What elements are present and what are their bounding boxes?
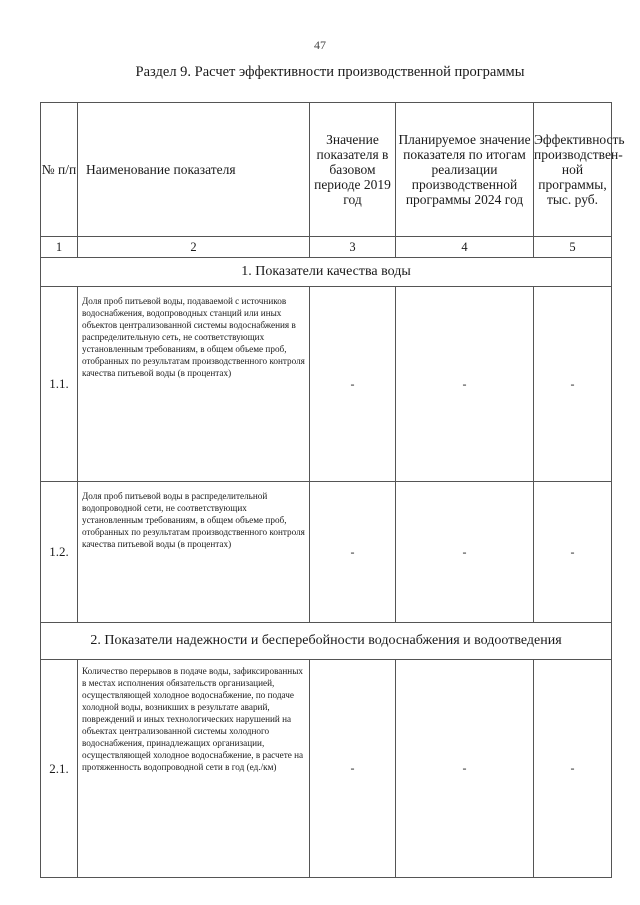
table-row (41, 287, 612, 482)
header-indicator-name: Наименование показателя (78, 103, 310, 237)
base-value: - (310, 287, 396, 482)
column-number: 4 (396, 237, 534, 258)
column-number-row (41, 237, 612, 258)
indicator-name: Доля проб питьевой воды, подаваемой с источников водоснабжения, водопроводных станций или иных объектов централизованной системы водоснабжения в распределительную сеть, не соответствующих установленным требованиям, в общем объеме проб, отобранных по результатам производственного контроля качества питьевой воды (в процентах) (78, 287, 310, 482)
column-number: 1 (41, 237, 78, 258)
section-title: Раздел 9. Расчет эффективности производственной программы (135, 64, 525, 80)
column-number: 3 (310, 237, 396, 258)
base-value: - (310, 660, 396, 878)
header-base-value: Значение показателя в базовом периоде 2019 год (310, 103, 396, 237)
efficiency-value: - (534, 287, 612, 482)
group-row-water-quality (41, 258, 612, 287)
planned-value: - (396, 287, 534, 482)
indicator-name: Количество перерывов в подаче воды, зафиксированных в местах исполнения обязательств организацией, осуществляющей холодное водоснабжение, по подаче холодной воды, возникших в результате аварий, повреждений и иных технологических нарушений на объектах централизованной системы холодного водоснабжения, принадлежащих организации, осуществляющей холодное водоснабжение, в расчете на протяженность водопроводной сети в год (ед./км) (78, 660, 310, 878)
page-number: 47 (314, 38, 326, 52)
row-number: 2.1. (41, 660, 78, 878)
efficiency-value: - (534, 660, 612, 878)
header-number: № п/п (41, 103, 78, 237)
column-number: 2 (78, 237, 310, 258)
group-title: 2. Показатели надежности и бесперебойности водоснабжения и водоотведения (41, 623, 612, 660)
header-efficiency: Эффективность производствен-ной программы, тыс. руб. (534, 103, 612, 237)
indicator-name: Доля проб питьевой воды в распределительной водопроводной сети, не соответствующих установленным требованиям, в общем объеме проб, отобранных по результатам производственного контроля качества питьевой воды (в процентах) (78, 482, 310, 623)
group-title: 1. Показатели качества воды (41, 258, 612, 287)
row-number: 1.2. (41, 482, 78, 623)
table-row (41, 482, 612, 623)
row-number: 1.1. (41, 287, 78, 482)
group-row-reliability (41, 623, 612, 660)
efficiency-table (40, 102, 625, 878)
column-number: 5 (534, 237, 612, 258)
header-planned-value: Планируемое значение показателя по итогам реализации производственной программы 2024 год (396, 103, 534, 237)
table-row (41, 660, 612, 878)
efficiency-value: - (534, 482, 612, 623)
planned-value: - (396, 482, 534, 623)
planned-value: - (396, 660, 534, 878)
base-value: - (310, 482, 396, 623)
table-header-row (41, 103, 612, 237)
